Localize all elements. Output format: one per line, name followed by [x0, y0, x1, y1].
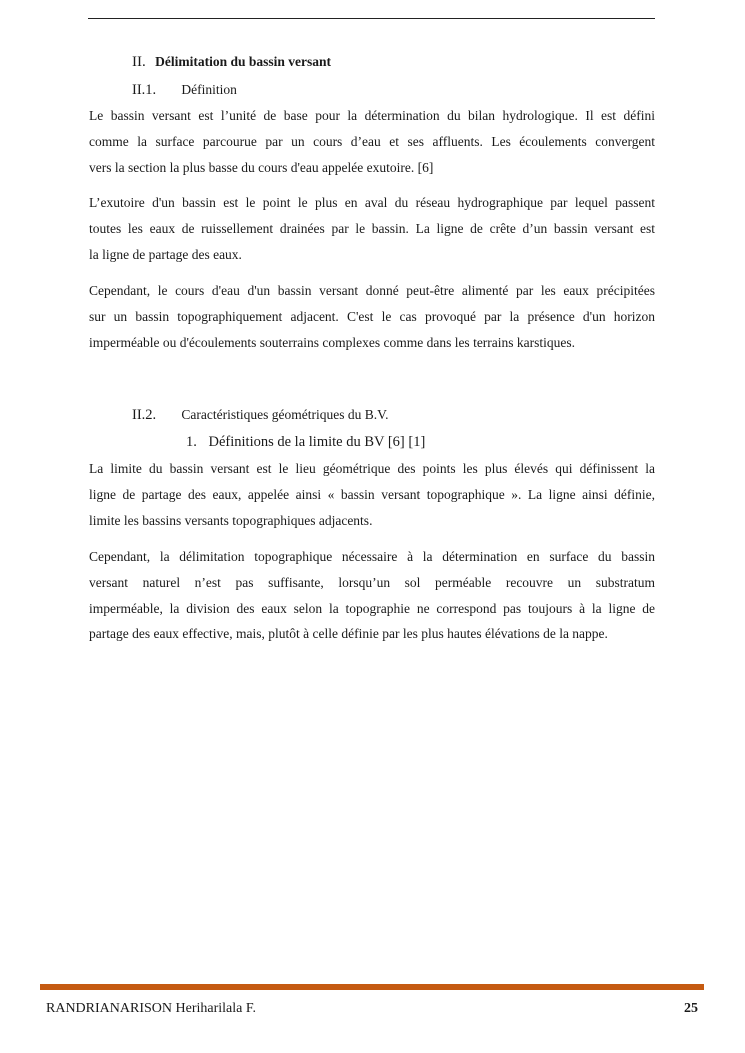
paragraph-3	[89, 278, 655, 355]
paragraph-line: limite les bassins versants topographiques adjacents.	[89, 512, 373, 528]
paragraph-5	[89, 544, 655, 647]
header-rule	[88, 18, 655, 19]
paragraph-line: versant naturel n’est pas suffisante, lorsqu’un sol perméable recouvre un substratum	[89, 574, 655, 590]
subsection-1-heading	[132, 82, 237, 99]
subsection-1-title: Définition	[181, 82, 237, 97]
paragraph-line: L’exutoire d'un bassin est le point le plus en aval du réseau hydrographique par lequel passent	[89, 195, 655, 210]
paragraph-line: La limite du bassin versant est le lieu géométrique des points les plus élevés qui définissent la	[89, 461, 655, 476]
item-heading	[186, 434, 425, 451]
item-number: 1.	[186, 434, 197, 450]
subsection-2-number: II.2.	[132, 407, 157, 423]
paragraph-line: Cependant, le cours d'eau d'un bassin versant donné peut-être alimenté par les eaux précipitées	[89, 283, 655, 298]
subsection-2-title: Caractéristiques géométriques du B.V.	[181, 407, 389, 422]
paragraph-4	[89, 456, 655, 533]
paragraph-line: imperméable ou d'écoulements souterrains complexes comme dans les terrains karstiques.	[89, 334, 576, 350]
paragraph-2	[89, 190, 655, 267]
paragraph-line: imperméable, la division des eaux selon la topographie ne correspond pas toujours à la ligne de	[89, 600, 655, 616]
paragraph-line: partage des eaux effective, mais, plutôt à celle définie par les plus hautes élévations de la nappe.	[89, 626, 608, 642]
section-title: Délimitation du bassin versant	[155, 54, 332, 69]
paragraph-line: Cependant, la délimitation topographique nécessaire à la détermination en surface du bassin	[89, 549, 655, 564]
item-title: Définitions de la limite du BV [6] [1]	[208, 434, 426, 450]
paragraph-line: ligne de partage des eaux, appelée ainsi « bassin versant topographique ». La ligne ainsi définie,	[89, 486, 655, 502]
paragraph-line: Le bassin versant est l’unité de base pour la détermination du bilan hydrologique. Il est défini	[89, 108, 655, 123]
paragraph-line: sur un bassin topographiquement adjacent. C'est le cas provoqué par la présence d'un horizon	[89, 308, 655, 324]
paragraph-line: toutes les eaux de ruissellement drainées par le bassin. La ligne de crête d’un bassin versant est	[89, 220, 655, 236]
footer-accent-bar	[40, 984, 704, 990]
section-number: II.	[132, 54, 146, 70]
footer-author: RANDRIANARISON Heriharilala F.	[46, 1001, 257, 1016]
paragraph-line: vers la section la plus basse du cours d'eau appelée exutoire. [6]	[89, 159, 434, 175]
subsection-2-heading	[132, 407, 388, 424]
subsection-1-number: II.1.	[132, 82, 157, 98]
paragraph-line: comme la surface parcourue par un cours d’eau et ses affluents. Les écoulements convergent	[89, 133, 655, 149]
paragraph-1	[89, 103, 655, 180]
page-number: 25	[684, 1001, 698, 1016]
section-heading	[132, 54, 331, 71]
paragraph-line: la ligne de partage des eaux.	[89, 246, 242, 262]
